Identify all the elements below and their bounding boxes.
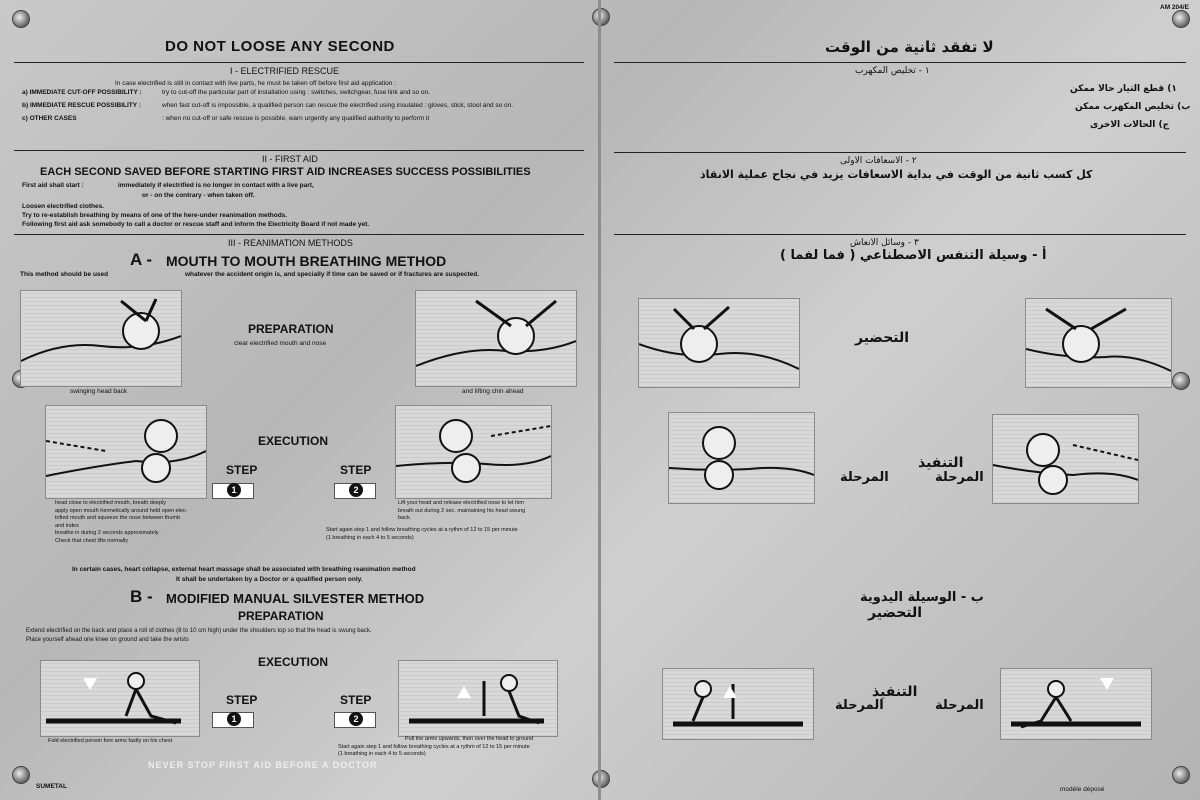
illustration-head-back [638, 298, 800, 388]
step-1-badge: 1 [212, 712, 254, 728]
first-aid-line: Loosen electrified clothes. [22, 203, 104, 210]
massage-note: In certain cases, heart collapse, external heart massage shall be associated with breathing reanimation method [72, 566, 416, 573]
caption: Start again step 1 and follow breathing cycles at a rythm of 12 to 15 per minute (1 breathing in each 4 to 5 seconds) [338, 744, 530, 757]
divider [614, 152, 1186, 153]
step-label: المرحلة [835, 698, 884, 713]
arrow-up-icon [457, 686, 471, 698]
section-intro: In case electrified is still in contact with live parts, he must be taken off before first aid application : [115, 80, 396, 87]
execution-label: التنفيذ [918, 455, 964, 471]
item-label: ١) قطع التيار حالا ممكن [1070, 84, 1177, 94]
prep-b-text: Extend electrified on the back and place a roll of clothes (8 to 10 cm high) under the shoulders top so that the head is swung back. [26, 628, 372, 634]
caption: and lifting chin ahead [462, 388, 524, 395]
item-text: : when no cut-off or safe rescue is possible, warn urgently any qualified authority to perform it [162, 115, 430, 122]
preparation-label: PREPARATION [248, 322, 334, 336]
arrow-down-icon [83, 678, 97, 690]
step-label: STEP [340, 463, 372, 477]
section-heading: III - REANIMATION METHODS [228, 238, 353, 248]
illustration-silvester-1 [1000, 668, 1152, 740]
divider [614, 234, 1186, 235]
preparation-label: التحضير [868, 605, 923, 621]
illustration-silvester-2 [398, 660, 558, 737]
section-heading: I - ELECTRIFIED RESCUE [230, 66, 340, 76]
illustration-step1 [992, 414, 1139, 504]
start-line: or - on the contrary - when taken off. [142, 192, 255, 199]
execution-label: EXECUTION [258, 655, 329, 669]
method-title: MODIFIED MANUAL SILVESTER METHOD [166, 591, 425, 606]
caption: swinging head back [70, 388, 128, 395]
arabic-title: لا تفقد ثانية من الوقت [825, 38, 994, 56]
illustration-chin-lift [415, 290, 577, 387]
section-heading: ٢ - الاسعافات الاولى [840, 156, 917, 166]
divider [14, 234, 584, 235]
section-heading: II - FIRST AID [262, 154, 318, 164]
method-title: ب - الوسيلة اليدوية [860, 590, 984, 605]
start-line: immediately if electrified is no longer in contact with a live part, [118, 182, 314, 189]
item-text: try to cut-off the particular part of installation using : switches, switchgear, fuse link and so on. [162, 89, 430, 96]
item-label: ب) تخليص المكهرب ممكن [1075, 102, 1191, 112]
section-headline: كل كسب ثانية من الوقت في بداية الاسعافات يزيد في نجاح عملية الانقاذ [700, 168, 1093, 181]
arrow-down-icon [1100, 678, 1114, 690]
arabic-half [600, 0, 1200, 800]
divider [14, 62, 584, 63]
item-label: c) OTHER CASES [22, 115, 77, 122]
step-label: STEP [226, 693, 258, 707]
section-heading: ١ - تخليص المكهرب [855, 66, 930, 76]
step-label: STEP [340, 693, 372, 707]
item-label: b) IMMEDIATE RESCUE POSSIBILITY : [22, 102, 141, 109]
page-title: DO NOT LOOSE ANY SECOND [165, 38, 395, 55]
item-label: a) IMMEDIATE CUT-OFF POSSIBILITY : [22, 89, 142, 96]
section-heading: ٣ - وسائل الانعاش [850, 238, 919, 248]
preparation-label: التحضير [855, 330, 910, 346]
item-label: ج) الحالات الاخرى [1090, 120, 1170, 130]
step1-instructions: head close to electrified mouth, breath deeply apply open mouth hermetically around held open elec- trified mouth and squeeze the nose between thumb and index breathe in during 2 seconds approximately Check that chest lifts normally [55, 500, 188, 544]
execution-label: EXECUTION [258, 434, 329, 448]
divider [14, 150, 584, 151]
method-letter: B - [130, 587, 153, 606]
step-label: المرحلة [840, 470, 889, 485]
first-aid-line: Try to re-establish breathing by means of one of the here-under reanimation methods. [22, 212, 288, 219]
start-label: First aid shall start : [22, 182, 84, 189]
first-aid-line: Following first aid ask somebody to call a doctor or rescue staff and inform the Electricity Board if not made yet. [22, 221, 370, 228]
prep-b-text: Place yourself ahead one knee on ground and take the wrists [26, 637, 189, 643]
step-1-badge: 1 [212, 483, 254, 499]
model-mark: modèle déposé [1060, 786, 1105, 793]
preparation-sub: clear electrified mouth and nose [234, 340, 327, 347]
illustration-head-back [20, 290, 182, 387]
step-label: المرحلة [935, 698, 984, 713]
massage-note: It shall be undertaken by a Doctor or a qualified person only. [176, 576, 363, 583]
illustration-step2 [395, 405, 552, 499]
repeat-instructions: Start again step 1 and follow breathing cycles at a rythm of 12 to 15 per minute (1 breathing in each 4 to 5 seconds) [326, 527, 518, 541]
illustration-chin-lift [1025, 298, 1172, 388]
preparation-label: PREPARATION [238, 609, 324, 623]
step-label: المرحلة [935, 470, 984, 485]
maker-mark: SUMETAL [36, 783, 67, 790]
arrow-up-icon [723, 686, 737, 698]
execution-label: التنفيذ [872, 684, 918, 700]
step2-instructions: Lift your head and release electrified nose to let him breath out during 2 sec. maintaining his head swung back. [398, 500, 526, 521]
step-2-badge: 2 [334, 483, 376, 499]
method-when: whatever the accident origin is, and specially if time can be saved or if fractures are suspected. [185, 271, 480, 278]
illustration-silvester-1 [40, 660, 200, 737]
illustration-step2 [668, 412, 815, 504]
step-2-badge: 2 [334, 712, 376, 728]
method-letter: A - [130, 250, 153, 269]
illustration-silvester-2 [662, 668, 814, 740]
method-title: أ - وسيلة التنفس الاصطناعي ( فما لفما ) [780, 248, 1047, 263]
divider [614, 62, 1186, 63]
item-text: when fast cut-off is impossible, a qualified person can rescue the electrified using insulated : gloves, stick, stool and so on. [162, 102, 514, 109]
section-headline: EACH SECOND SAVED BEFORE STARTING FIRST AID INCREASES SUCCESS POSSIBILITIES [40, 166, 531, 178]
method-use: This method should be used [20, 271, 109, 278]
footer-warning: NEVER STOP FIRST AID BEFORE A DOCTOR [148, 760, 378, 770]
method-title: MOUTH TO MOUTH BREATHING METHOD [166, 253, 447, 269]
caption: Pull the arms upwards, then over the head to ground [405, 736, 534, 742]
caption: Fold electrified person fore arms fastly on his chest [48, 738, 173, 744]
reference-code: AM 204/E [1160, 4, 1189, 11]
step-label: STEP [226, 463, 258, 477]
illustration-step1 [45, 405, 207, 499]
